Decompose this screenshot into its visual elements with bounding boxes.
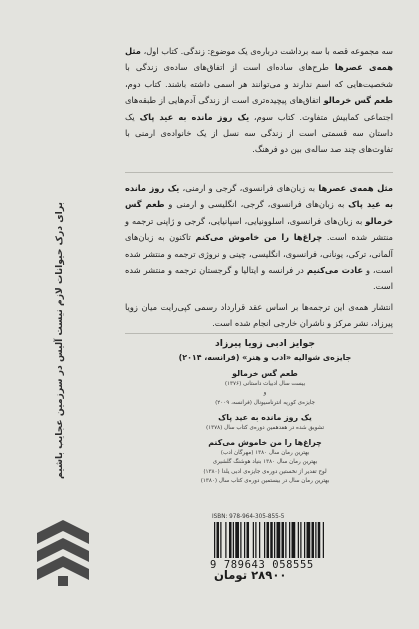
divider (125, 172, 393, 173)
translations-text-2: به زبان‌های فرانسوی، گرجی، انگلیسی و ارمنی و (164, 199, 349, 210)
price: ۲۸۹۰۰ تومان (214, 568, 287, 582)
award-detail: تشویق شده در هفدهمین دوره‌ی کتاب سال (۱۳۷۸) (205, 424, 325, 431)
book-title-2: طعم گس خرمالو (323, 95, 393, 106)
tagline-text: برای درک حیوانات لازم نیست آلیس در سرزمین عجایب باشیم (53, 201, 65, 479)
award-detail: و (263, 390, 267, 397)
intro-text-3: اتفاق‌های پیچیده‌تری است از زندگی آدم‌هایی از طبقه‌های اجتماعی کمابیش متفاوت. کتاب سوم، (125, 95, 394, 122)
translations-title-1: مثل همه‌ی عصرها (318, 183, 394, 193)
intro-text-4: یک داستان سه قسمتی است از زندگی سه نسل از یک خانواده‌ی ارمنی با تفاوت‌های چند صد ساله‌ی بین دو فرهنگ. (125, 111, 393, 155)
book-title-1: مثل همه‌ی عصرها (124, 46, 393, 73)
translations-title-5: عادت می‌کنیم (306, 265, 364, 276)
barcode-icon (210, 522, 386, 558)
vertical-tagline (42, 175, 76, 505)
translations-title-4: چراغ‌ها را من خاموش می‌کنم (195, 232, 323, 243)
intro-text-2: طرح‌های ساده‌ای است از اتفاق‌های ساده‌ی زندگی با شخصیت‌هایی که اسم ندارند و می‌توانند هر اسمی داشته باشند. کتاب دوم، (125, 62, 393, 89)
award-title: یک روز مانده به عید پاک (218, 412, 312, 422)
intro-text-1: سه مجموعه قصه با سه برداشت درباره‌ی یک موضوع: زندگی. کتاب اول، (143, 46, 393, 56)
award-detail: بهترین رمان سال ۱۳۸۰ بنیاد هوشنگ گلشیری (212, 459, 318, 466)
copyright-text: انتشار همه‌ی این ترجمه‌ها بر اساس عقد قرارداد رسمی کپی‌رایت میان زویا پیرزاد، نشر مرکز و ناشران خارجی انجام شده است. (125, 302, 393, 329)
award-title: طعم گس خرمالو (232, 369, 298, 378)
award-detail: بهترین رمان سال ۱۳۸۰ (مهرگان ادب) (220, 450, 310, 457)
award-title: جایزه‌ی شوالیه «ادب و هنر» (فرانسه، ۲۰۱۴) (178, 353, 352, 362)
intro-paragraph (125, 43, 393, 158)
translations-text-3: به زبان‌های فرانسوی، اسلوونیایی، اسپانیایی، گرجی و ژاپنی ترجمه و منتشر شده است. (125, 215, 393, 243)
translations-text-1: به زبان‌های فرانسوی، گرجی و ارمنی، (179, 183, 319, 193)
award-detail: بهترین رمان سال در بیستمین دوره‌ی کتاب سال (۱۳۸۰) (200, 478, 330, 485)
award-detail: بیست سال ادبیات داستانی (۱۳۷۶) (224, 381, 306, 387)
barcode-block (210, 514, 390, 571)
award-detail: لوح تقدیر از نخستین دوره‌ی جایزه‌ی ادبی یلدا (۱۳۸۰) (203, 468, 327, 475)
award-title: چراغ‌ها را من خاموش می‌کنم (208, 438, 322, 448)
awards-heading: جوایز ادبی زویا پیرزاد (214, 338, 316, 349)
isbn-label: ISBN: 978-964-305-855-5 (212, 514, 285, 520)
translations-text-4: تاکنون به زبان‌های آلمانی، ترکی، یونانی، فرانسوی، انگلیسی، چینی و نروژی ترجمه و منتشر شده است، و (125, 232, 393, 276)
award-detail: جایزه‌ی کوریه انترناسیونال (فرانسه، ۲۰۰۹) (215, 399, 315, 406)
divider (125, 333, 393, 334)
awards-section (165, 338, 365, 486)
translations-title-3: طعم گس خرمالو (125, 199, 393, 226)
copyright-paragraph (125, 299, 393, 332)
translations-text-5: در فرانسه و ایتالیا و گرجستان ترجمه و منتشر شده است. (125, 265, 393, 292)
publisher-logo-icon (37, 520, 89, 586)
translations-paragraph (125, 180, 393, 295)
translations-title-2: یک روز مانده به عید پاک (125, 183, 393, 210)
barcode-digits: 9 789643 058555 (210, 559, 314, 571)
book-title-3: یک روز مانده به عید پاک (139, 111, 250, 122)
